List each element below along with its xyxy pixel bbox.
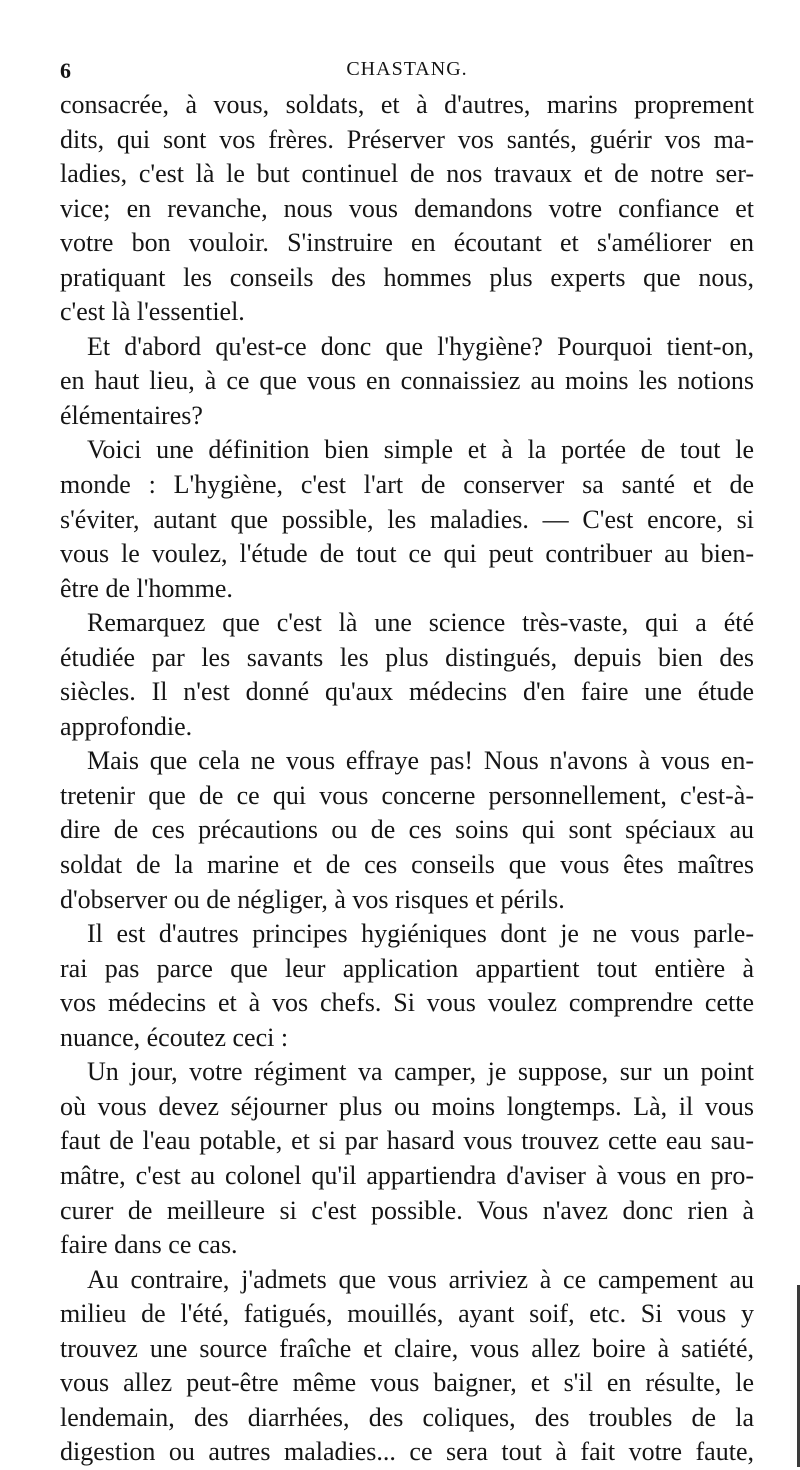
text-line: lendemain, des diarrhées, des coliques, des troubles de la	[60, 1402, 754, 1432]
paragraph	[60, 330, 754, 434]
text-line: c'est là l'essentiel.	[60, 297, 245, 327]
page-number: 6	[60, 58, 71, 83]
text-line: être de l'homme.	[60, 573, 233, 603]
text-line: Voici une définition bien simple et à la portée de tout le	[87, 435, 754, 465]
text-line: monde : L'hygiène, c'est l'art de conserver sa santé et de	[60, 470, 754, 500]
text-line: Mais que cela ne vous effraye pas! Nous n'avons à vous en-	[87, 746, 754, 776]
text-line: s'éviter, autant que possible, les maladies. — C'est encore, si	[60, 504, 754, 534]
text-line: dire de ces précautions ou de ces soins qui sont spéciaux au	[60, 815, 754, 845]
text-line: nuance, écoutez ceci :	[60, 1022, 289, 1052]
text-body	[60, 88, 754, 1470]
text-line: étudiée par les savants les plus distingués, depuis bien des	[60, 642, 754, 672]
text-line: Un jour, votre régiment va camper, je suppose, sur un point	[87, 1057, 754, 1087]
text-line: élémentaires?	[60, 400, 203, 430]
text-line: consacrée, à vous, soldats, et à d'autres, marins proprement	[60, 90, 754, 119]
text-line: vos médecins et à vos chefs. Si vous voulez comprendre cette	[60, 988, 754, 1018]
text-line: Et d'abord qu'est-ce donc que l'hygiène? Pourquoi tient-on,	[87, 331, 754, 361]
text-line: ladies, c'est là le but continuel de nos travaux et de notre ser-	[60, 159, 754, 189]
text-line: tretenir que de ce qui vous concerne personnellement, c'est-à-	[60, 780, 754, 810]
text-line: mâtre, c'est au colonel qu'il appartiendra d'aviser à vous en pro-	[60, 1160, 754, 1190]
text-line: vous allez peut-être même vous baigner, et s'il en résulte, le	[60, 1368, 754, 1398]
text-line: trouvez une source fraîche et claire, vous allez boire à satiété,	[60, 1333, 754, 1363]
paragraph	[60, 88, 754, 330]
text-line: digestion ou autres maladies... ce sera tout à fait votre faute,	[60, 1437, 754, 1467]
text-line: rai pas parce que leur application appartient tout entière à	[60, 953, 754, 983]
text-line: soldat de la marine et de ces conseils que vous êtes maîtres	[60, 850, 754, 880]
text-line: dits, qui sont vos frères. Préserver vos santés, guérir vos ma-	[60, 124, 754, 154]
running-head	[60, 58, 754, 88]
text-line: où vous devez séjourner plus ou moins longtemps. Là, il vous	[60, 1091, 754, 1121]
running-title: CHASTANG.	[346, 58, 468, 80]
text-line: d'observer ou de négliger, à vos risques et périls.	[60, 884, 565, 914]
text-line: vice; en revanche, nous vous demandons votre confiance et	[60, 193, 754, 223]
paragraph	[60, 917, 754, 1055]
paragraph	[60, 606, 754, 744]
text-line: votre bon vouloir. S'instruire en écoutant et s'améliorer en	[60, 228, 754, 258]
paragraph	[60, 1263, 754, 1470]
text-line: curer de meilleure si c'est possible. Vous n'avez donc rien à	[60, 1195, 754, 1225]
text-line: approfondie.	[60, 711, 193, 741]
text-line: vous le voulez, l'étude de tout ce qui peut contribuer au bien-	[60, 539, 754, 569]
text-line: siècles. Il n'est donné qu'aux médecins d'en faire une étude	[60, 677, 754, 707]
paragraph	[60, 1055, 754, 1262]
text-line: en haut lieu, à ce que vous en connaissiez au moins les notions	[60, 366, 754, 396]
text-line: faut de l'eau potable, et si par hasard vous trouvez cette eau sau-	[60, 1126, 754, 1156]
text-line: Remarquez que c'est là une science très-vaste, qui a été	[87, 608, 754, 638]
text-line: pratiquant les conseils des hommes plus experts que nous,	[60, 262, 754, 292]
text-line: Il est d'autres principes hygiéniques dont je ne vous parle-	[87, 919, 754, 949]
paragraph	[60, 433, 754, 606]
text-line: milieu de l'été, fatigués, mouillés, ayant soif, etc. Si vous y	[60, 1299, 754, 1329]
text-line: faire dans ce cas.	[60, 1230, 238, 1260]
paragraph	[60, 744, 754, 917]
text-line: Au contraire, j'admets que vous arriviez à ce campement au	[87, 1264, 754, 1294]
